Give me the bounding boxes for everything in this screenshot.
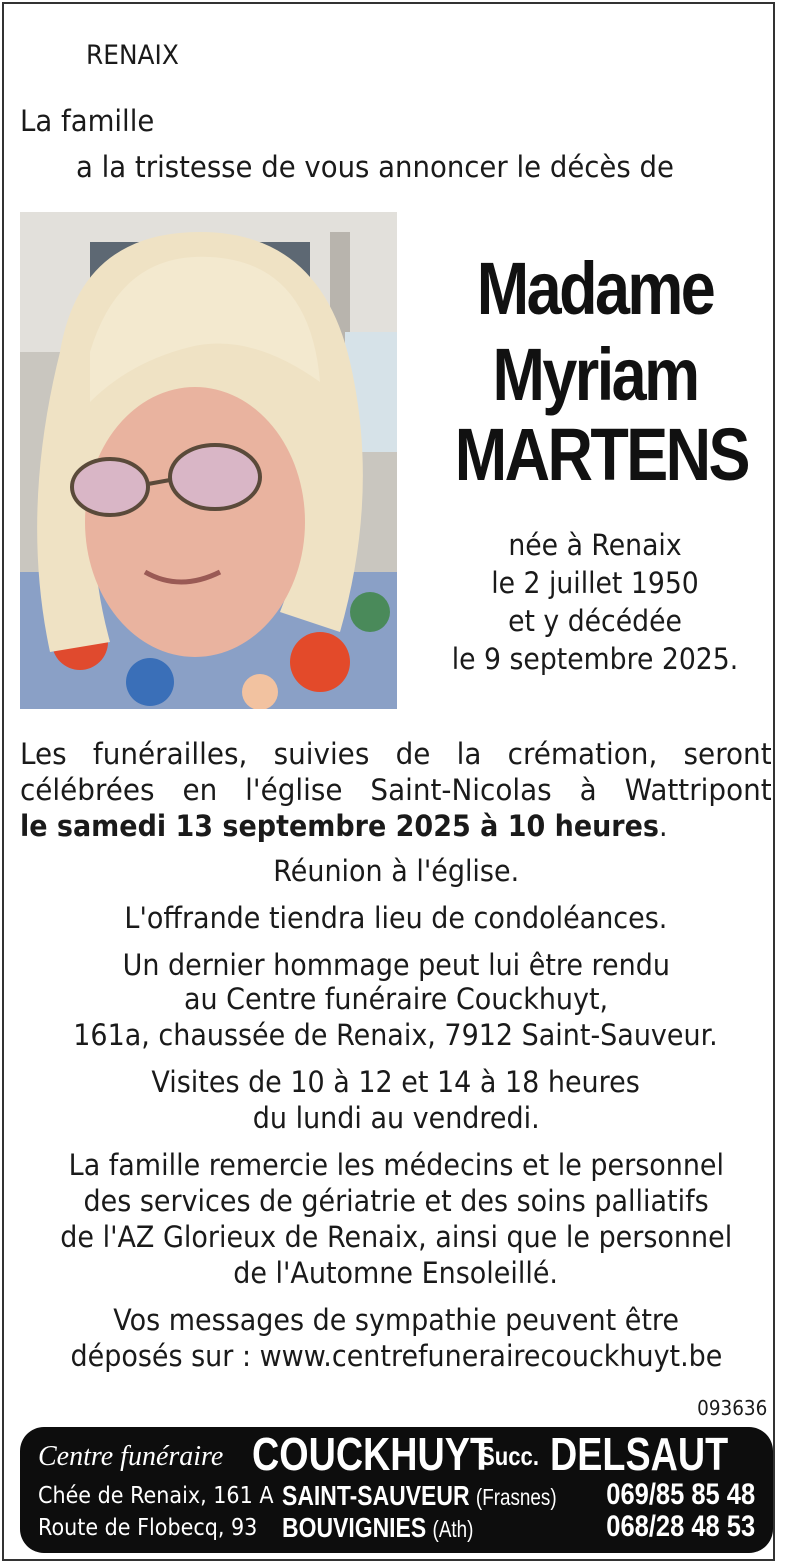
notice-messages-1: Vos messages de sympathie peuvent être	[113, 1303, 679, 1337]
notice-tribute-2: au Centre funéraire Couckhuyt,	[183, 982, 609, 1016]
notice-tribute-1: Un dernier hommage peut lui être rendu	[122, 948, 670, 982]
word: à	[579, 773, 597, 807]
funeral-date-end: .	[658, 809, 668, 843]
notice-thanks-3: de l'AZ Glorieux de Renaix, ainsi que le personnel	[60, 1220, 732, 1254]
portrait-photo	[20, 212, 397, 709]
deceased-last-name: MARTENS	[454, 413, 748, 496]
notice-visits-days: du lundi au vendredi.	[252, 1101, 540, 1135]
word: Wattripont	[624, 773, 772, 807]
word: Les	[20, 737, 67, 771]
funeral-line-2	[20, 772, 772, 808]
birth-place: née à Renaix	[508, 528, 682, 562]
birth-date: le 2 juillet 1950	[491, 566, 699, 600]
funeral-home-banner	[20, 1427, 773, 1553]
banner-succ: Succ.	[480, 1441, 539, 1471]
word: en	[182, 773, 218, 807]
banner-town-2: BOUVIGNIES (Ath)	[282, 1512, 474, 1543]
banner-town-1: SAINT-SAUVEUR (Frasnes)	[282, 1480, 557, 1511]
death-date: le 9 septembre 2025.	[451, 642, 739, 676]
word: de	[395, 737, 431, 771]
word: suivies	[273, 737, 370, 771]
word: l'église	[245, 773, 343, 807]
funeral-line-1	[20, 736, 772, 772]
notice-thanks-4: de l'Automne Ensoleillé.	[233, 1256, 559, 1290]
funeral-paragraph	[20, 736, 772, 844]
word: célébrées	[20, 773, 155, 807]
banner-successor: DELSAUT	[550, 1428, 729, 1480]
notice-messages-2: déposés sur : www.centrefunerairecouckhuyt.be	[70, 1339, 722, 1373]
city-heading: RENAIX	[86, 40, 179, 71]
notice-meeting: Réunion à l'église.	[273, 854, 519, 888]
notice-thanks-2: des services de gériatrie et des soins palliatifs	[83, 1184, 709, 1218]
funeral-date: le samedi 13 septembre 2025 à 10 heures	[20, 809, 659, 843]
notice-offering: L'offrande tiendra lieu de condoléances.	[124, 901, 668, 935]
banner-address-2: Route de Flobecq, 93	[38, 1515, 258, 1541]
notice-tribute-address: 161a, chaussée de Renaix, 7912 Saint-Sauveur.	[73, 1018, 719, 1052]
banner-address-1: Chée de Renaix, 161 A	[38, 1483, 274, 1509]
word: Saint-Nicolas	[370, 773, 552, 807]
announcement-line: a la tristesse de vous annoncer le décès de	[76, 150, 674, 184]
death-place: et y décédée	[508, 604, 682, 638]
funeral-date-line	[20, 808, 719, 844]
notice-thanks-1: La famille remercie les médecins et le personnel	[68, 1148, 724, 1182]
reference-number: 093636	[696, 1396, 767, 1420]
word: crémation,	[507, 737, 658, 771]
deceased-title: Madame	[476, 247, 714, 330]
banner-name: COUCKHUYT	[252, 1428, 493, 1480]
word: funérailles,	[92, 737, 248, 771]
banner-label: Centre funéraire	[38, 1441, 224, 1472]
word: seront	[683, 737, 772, 771]
banner-phone-1: 069/85 85 48	[606, 1478, 755, 1511]
portrait-illustration	[20, 212, 397, 709]
banner-phone-2: 068/28 48 53	[606, 1510, 755, 1543]
family-line: La famille	[20, 104, 155, 138]
notice-visits-hours: Visites de 10 à 12 et 14 à 18 heures	[151, 1065, 641, 1099]
word: la	[456, 737, 482, 771]
deceased-first-name: Myriam	[492, 333, 698, 416]
